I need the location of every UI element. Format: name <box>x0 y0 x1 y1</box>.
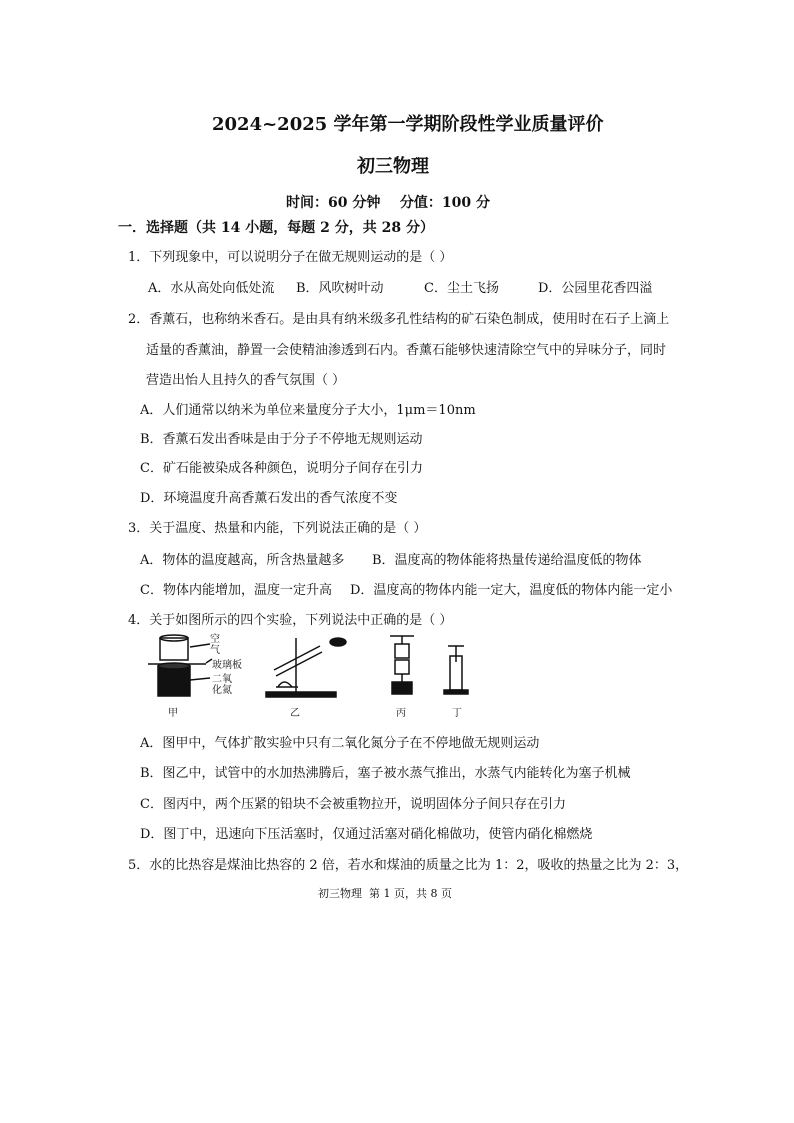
experiment-figures <box>148 632 478 722</box>
q3-option-a: A．物体的温度越高，所含热量越多 <box>140 553 345 568</box>
q1-option-d: D．公园里花香四溢 <box>538 281 653 296</box>
page-footer: 初三物理 第 1 页，共 8 页 <box>318 887 452 900</box>
figure-label-no2-1: 二氧 <box>212 674 232 685</box>
q2-option-c: C．矿石能被染成各种颜色，说明分子间存在引力 <box>140 461 423 476</box>
q3-stem: 3．关于温度、热量和内能，下列说法正确的是（ ） <box>128 521 427 536</box>
figure-label-bing: 丙 <box>396 708 406 719</box>
q1-stem: 1．下列现象中，可以说明分子在做无规则运动的是（ ） <box>128 250 453 265</box>
exam-meta: 时间：60 分钟 分值：100 分 <box>286 195 490 211</box>
figure-bing <box>390 636 414 694</box>
figure-label-air: 空气 <box>210 634 220 656</box>
q2-option-a: A．人们通常以纳米为单位来量度分子大小，1μm＝10nm <box>140 403 476 418</box>
figure-yi <box>266 638 346 697</box>
q4-stem: 4．关于如图所示的四个实验，下列说法中正确的是（ ） <box>128 613 453 628</box>
section-heading: 一．选择题（共 14 小题，每题 2 分，共 28 分） <box>118 220 434 236</box>
q1-option-a: A．水从高处向低处流 <box>148 281 275 296</box>
q2-line1: 2．香薰石，也称纳米香石。是由具有纳米级多孔性结构的矿石染色制成，使用时在石子上滴上 <box>128 312 670 327</box>
figure-label-glass: 玻璃板 <box>212 660 242 671</box>
q2-option-b: B．香薰石发出香味是由于分子不停地无规则运动 <box>140 432 423 447</box>
q1-option-c: C．尘土飞扬 <box>424 281 499 296</box>
q4-option-a: A．图甲中，气体扩散实验中只有二氧化氮分子在不停地做无规则运动 <box>140 736 540 751</box>
figure-label-ding: 丁 <box>452 708 462 719</box>
q3-option-b: B．温度高的物体能将热量传递给温度低的物体 <box>372 553 642 568</box>
q5-stem: 5．水的比热容是煤油比热容的 2 倍，若水和煤油的质量之比为 1：2，吸收的热量之比为 2：3， <box>128 858 689 873</box>
figure-label-jia: 甲 <box>168 708 178 719</box>
q2-line2: 适量的香薰油，静置一会使精油渗透到石内。香薰石能够快速清除空气中的异味分子，同时 <box>146 343 667 358</box>
q2-line3: 营造出怡人且持久的香气氛围（ ） <box>146 373 346 388</box>
figure-label-no2-2: 化氮 <box>212 685 232 696</box>
q1-option-b: B．风吹树叶动 <box>296 281 384 296</box>
figure-jia <box>148 635 212 696</box>
exam-title: 2024~2025 学年第一学期阶段性学业质量评价 <box>212 114 604 135</box>
q4-option-b: B．图乙中，试管中的水加热沸腾后，塞子被水蒸气推出，水蒸气内能转化为塞子机械 <box>140 766 631 781</box>
q2-option-d: D．环境温度升高香薰石发出的香气浓度不变 <box>140 491 398 506</box>
subject-title: 初三物理 <box>357 156 429 177</box>
q3-option-d: D．温度高的物体内能一定大，温度低的物体内能一定小 <box>350 583 673 598</box>
q4-figure <box>148 632 478 722</box>
q4-option-d: D．图丁中，迅速向下压活塞时，仅通过活塞对硝化棉做功，使管内硝化棉燃烧 <box>140 827 593 842</box>
q3-option-c: C．物体内能增加，温度一定升高 <box>140 583 332 598</box>
q4-option-c: C．图丙中，两个压紧的铅块不会被重物拉开，说明固体分子间只存在引力 <box>140 797 566 812</box>
figure-ding <box>444 646 468 694</box>
figure-label-yi: 乙 <box>290 708 300 719</box>
